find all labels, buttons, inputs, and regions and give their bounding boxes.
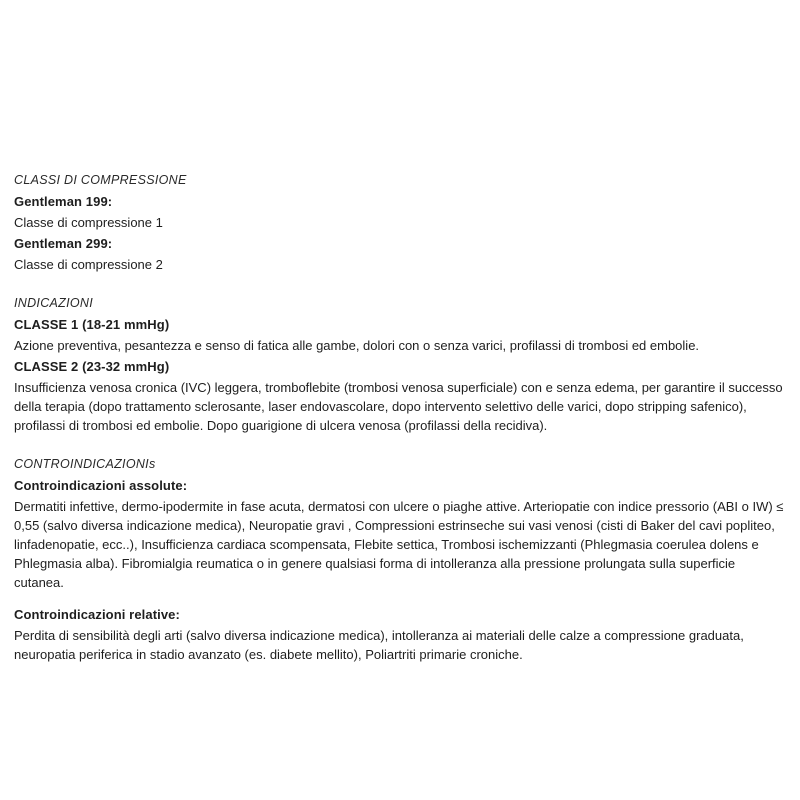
subheading-gentleman-299: Gentleman 299: — [14, 236, 113, 251]
body-compression-class-1: Classe di compressione 1 — [14, 215, 163, 230]
body-classe-1-indications: Azione preventiva, pesantezza e senso di fatica alle gambe, dolori con o senza varici, profilassi di trombosi ed embolie. — [14, 338, 700, 353]
section-compression-classes — [14, 171, 788, 274]
section-indications — [14, 294, 788, 435]
subheading-gentleman-199: Gentleman 199: — [14, 194, 113, 209]
subheading-controindicazioni-assolute: Controindicazioni assolute: — [14, 478, 188, 493]
body-compression-class-2: Classe di compressione 2 — [14, 257, 163, 272]
section-heading-classi-di-compressione: CLASSI DI COMPRESSIONE — [14, 173, 187, 187]
body-classe-2-indications: Insufficienza venosa cronica (IVC) leggera, tromboflebite (trombosi venosa superficiale) con e senza edema, per garantire il successo della terapia (dopo trattamento sclerosante, laser endovascolare, dopo intervento selettivo delle varici, dopo stripping safenico), profilassi di trombosi ed embolie. Dopo guarigione di ulcera venosa (profilassi della recidiva). — [14, 380, 783, 433]
subheading-classe-2: CLASSE 2 (23-32 mmHg) — [14, 359, 170, 374]
body-relative-contraindications: Perdita di sensibilità degli arti (salvo diversa indicazione medica), intolleranza ai materiali delle calze a compressione graduata, neuropatia periferica in stadio avanzato (es. diabete mellito), Poliartriti primarie croniche. — [14, 628, 744, 662]
subheading-classe-1: CLASSE 1 (18-21 mmHg) — [14, 317, 170, 332]
section-heading-controindicazioni: CONTROINDICAZIONIs — [14, 457, 156, 471]
body-absolute-contraindications: Dermatiti infettive, dermo-ipodermite in fase acuta, dermatosi con ulcere o piaghe attive. Arteriopatie con indice pressorio (ABI o IW) ≤ 0,55 (salvo diversa indicazione medica), Neuropatie gravi , Compressioni estrinseche sui vasi venosi (cisti di Baker del cavi popliteo, linfadenopatie, ecc..), Insufficienza cardiaca scompensata, Flebite settica, Trombosi ischemizzanti (Phlegmasia coerulea dolens e Phlegmasia alba). Fibromialgia reumatica o in genere qualsiasi forma di intolleranza alla pressione prolungata sulla superficie cutanea. — [14, 499, 784, 590]
section-contraindications — [14, 455, 788, 664]
section-heading-indicazioni: INDICAZIONI — [14, 296, 93, 310]
subheading-controindicazioni-relative: Controindicazioni relative: — [14, 607, 180, 622]
